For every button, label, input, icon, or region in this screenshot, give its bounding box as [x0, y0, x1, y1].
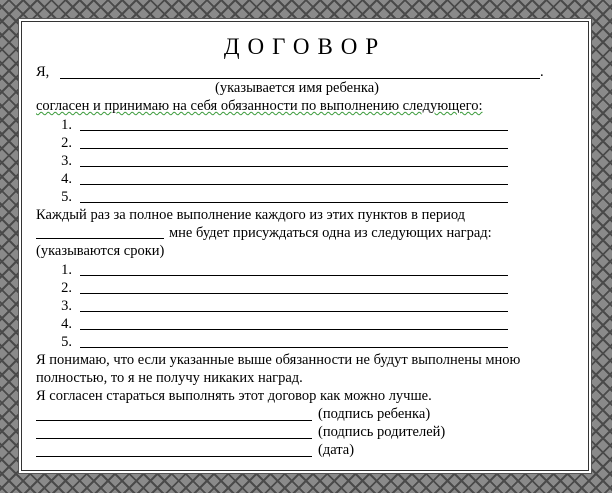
intro-pronoun: Я, — [36, 64, 50, 80]
reward-line[interactable] — [80, 311, 508, 312]
duty-line[interactable] — [80, 148, 508, 149]
duty-number: 5. — [61, 189, 72, 205]
closing-line-3: Я согласен стараться выполнять этот договор как можно лучше. — [36, 388, 432, 404]
duty-number: 2. — [61, 135, 72, 151]
child-name-line[interactable] — [60, 78, 540, 79]
page-title: ДОГОВОР — [223, 34, 387, 59]
name-hint: (указывается имя ребенка) — [215, 80, 379, 96]
reward-number: 5. — [61, 334, 72, 350]
reward-number: 2. — [61, 280, 72, 296]
contract-page — [22, 22, 588, 470]
reward-line[interactable] — [80, 329, 508, 330]
duty-number: 1. — [61, 117, 72, 133]
parents-signature-line[interactable] — [36, 438, 312, 439]
duty-line[interactable] — [80, 130, 508, 131]
reward-number: 3. — [61, 298, 72, 314]
closing-line-1: Я понимаю, что если указанные выше обязанности не будут выполнены мною — [36, 352, 521, 368]
reward-line[interactable] — [80, 347, 508, 348]
name-line-end: . — [540, 64, 544, 80]
duty-line[interactable] — [80, 202, 508, 203]
period-line-2: мне будет присуждаться одна из следующих наград: — [169, 225, 492, 241]
reward-number: 1. — [61, 262, 72, 278]
reward-line[interactable] — [80, 275, 508, 276]
period-hint: (указываются сроки) — [36, 243, 165, 259]
duty-number: 4. — [61, 171, 72, 187]
closing-line-2: полностью, то я не получу никаких наград. — [36, 370, 303, 386]
agree-line: согласен и принимаю на себя обязанности по выполнению следующего: — [36, 98, 483, 114]
period-line-1: Каждый раз за полное выполнение каждого из этих пунктов в период — [36, 207, 466, 223]
child-signature-label: (подпись ребенка) — [318, 406, 431, 422]
duty-number: 3. — [61, 153, 72, 169]
period-blank[interactable] — [36, 238, 164, 239]
reward-line[interactable] — [80, 293, 508, 294]
parents-signature-label: (подпись родителей) — [318, 424, 446, 440]
child-signature-line[interactable] — [36, 420, 312, 421]
duty-line[interactable] — [80, 184, 508, 185]
reward-number: 4. — [61, 316, 72, 332]
duty-line[interactable] — [80, 166, 508, 167]
date-line[interactable] — [36, 456, 312, 457]
date-label: (дата) — [318, 442, 355, 458]
